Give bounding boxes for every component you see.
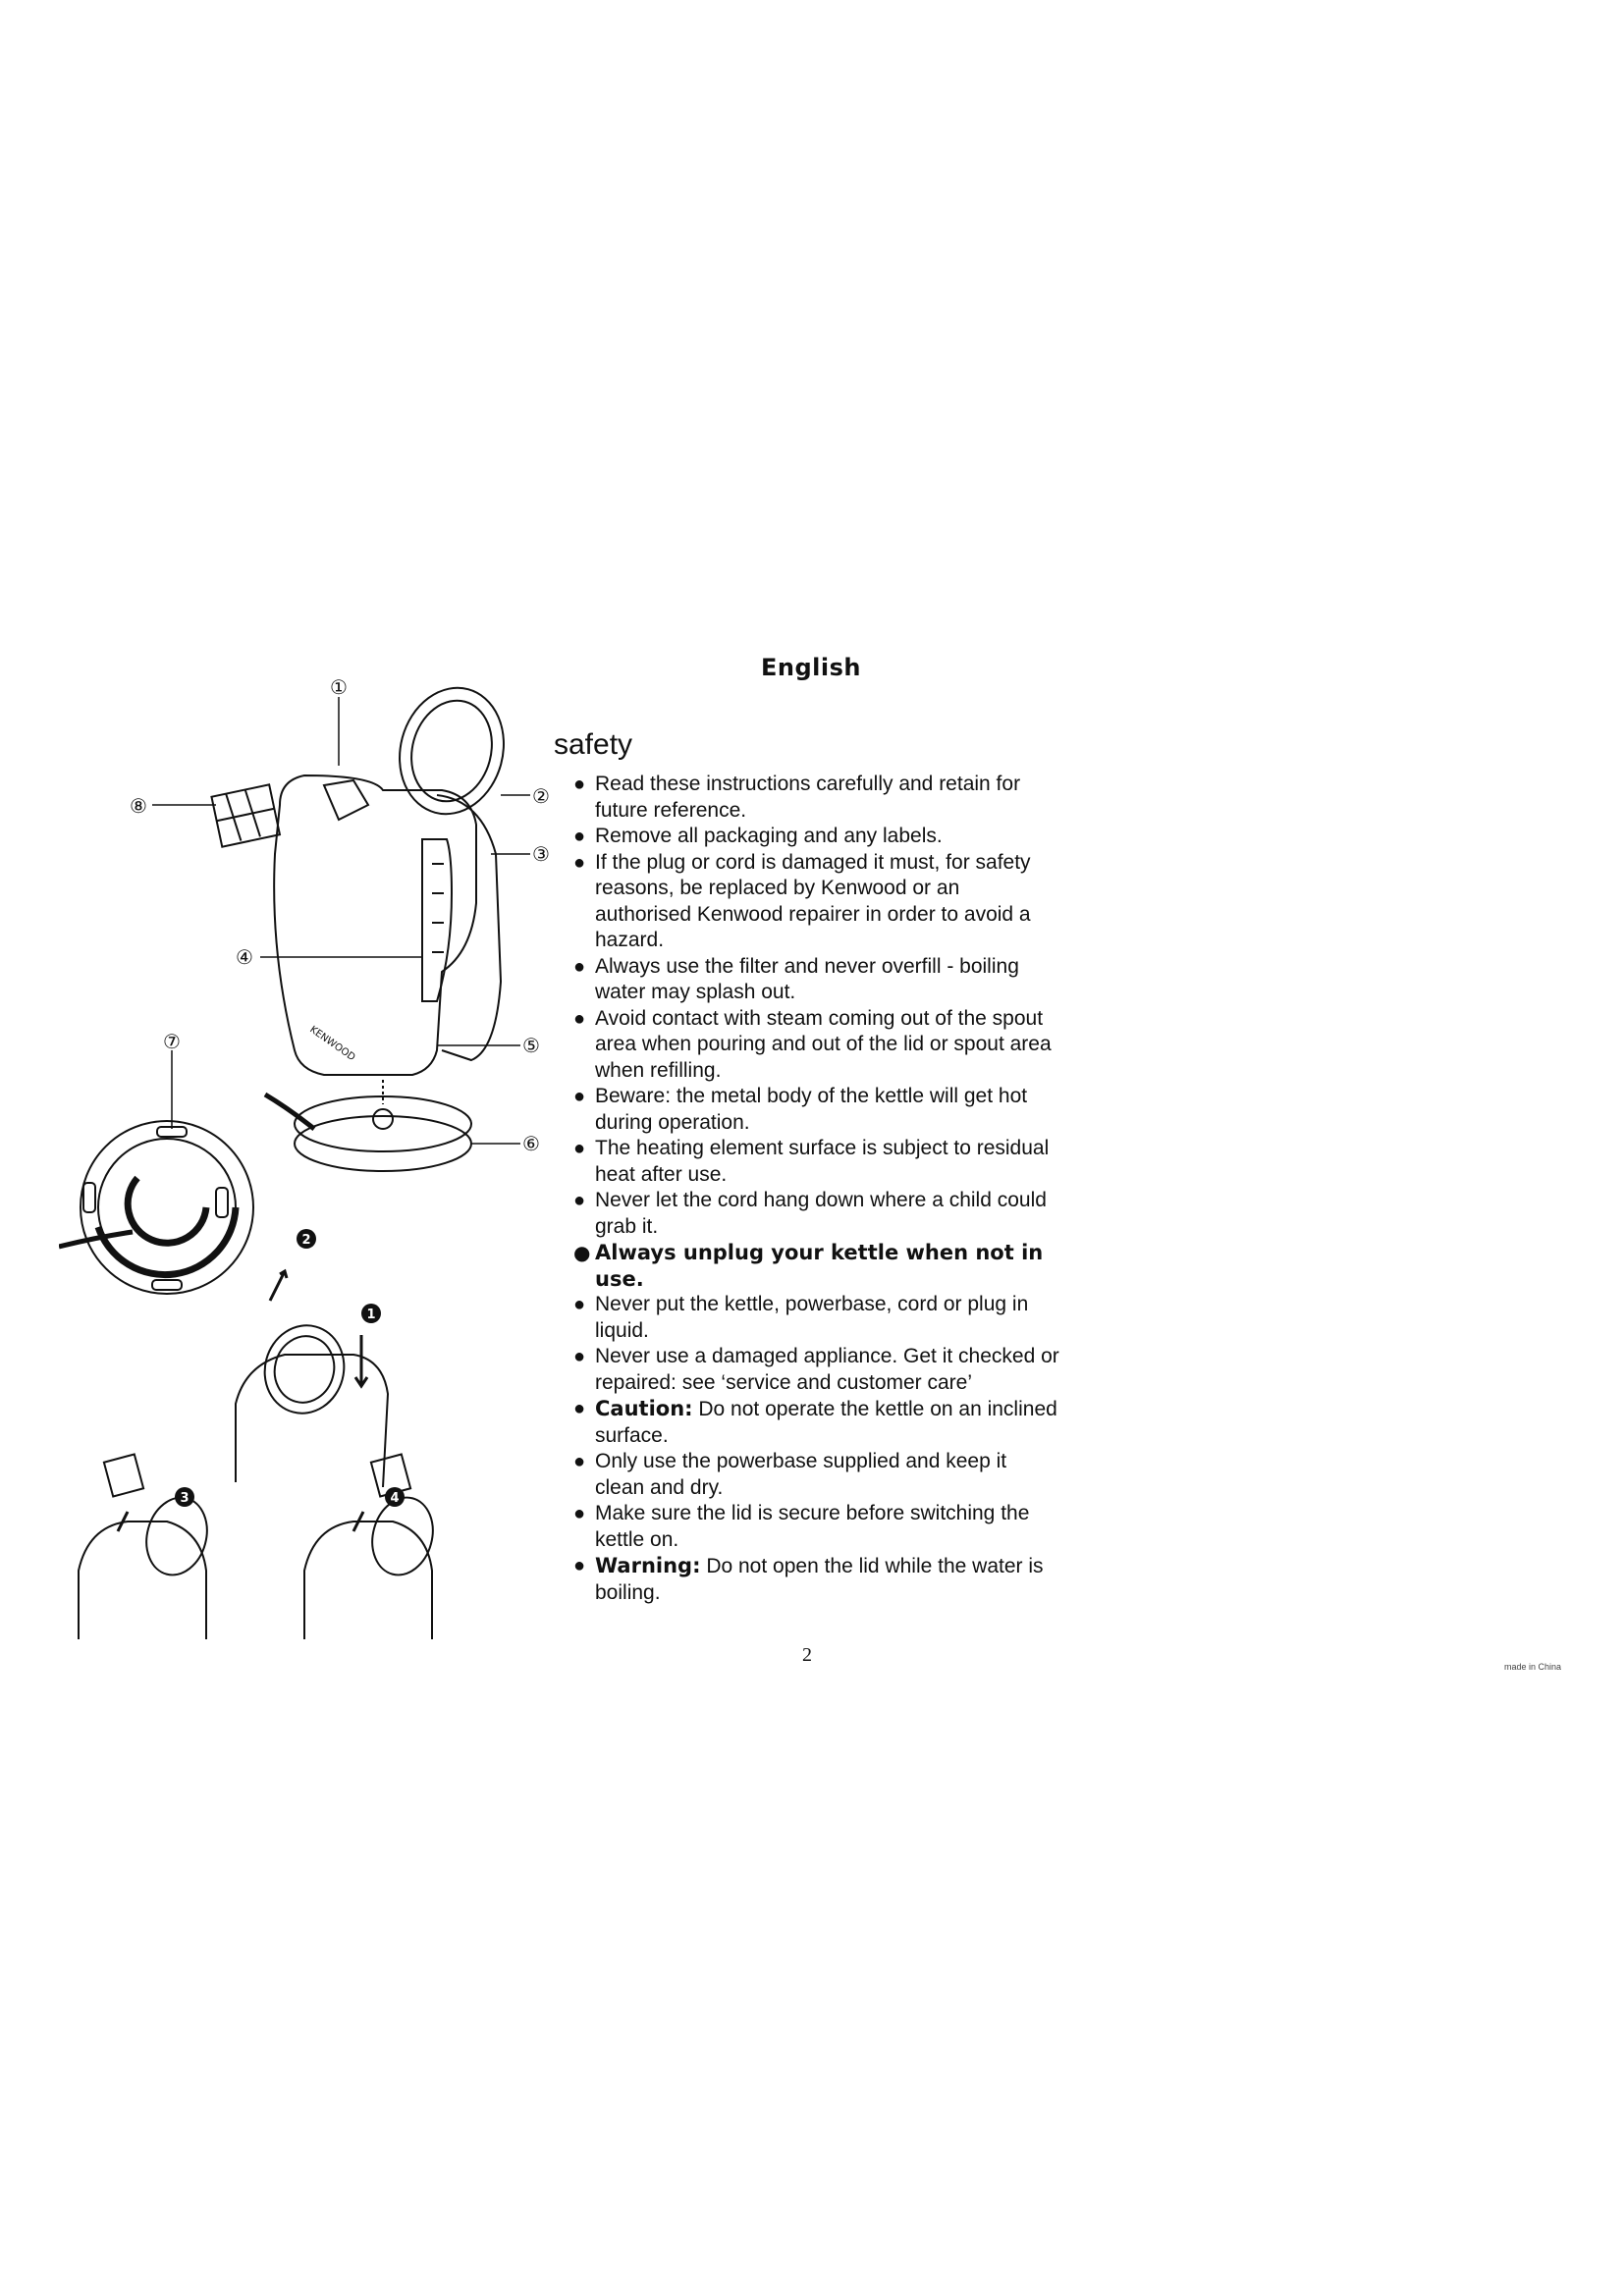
bullet-icon: ● bbox=[573, 1503, 586, 1524]
safety-item bbox=[550, 1292, 1060, 1344]
step-1-label: 1 bbox=[366, 1308, 376, 1322]
callout-3: ③ bbox=[532, 842, 550, 866]
item-text: Beware: the metal body of the kettle will get hot during operation. bbox=[595, 1085, 1028, 1134]
bullet-icon: ● bbox=[573, 1007, 586, 1030]
safety-item bbox=[550, 772, 1060, 824]
safety-item bbox=[550, 954, 1060, 1006]
bullet-icon: ● bbox=[573, 1086, 586, 1107]
kettle-main-drawing bbox=[211, 676, 517, 1171]
item-text: Do not open the lid while the water is boiling. bbox=[595, 1555, 1044, 1604]
bullet-icon: ● bbox=[573, 1346, 586, 1367]
safety-item bbox=[550, 1240, 1060, 1292]
item-text: Read these instructions carefully and retain for future reference. bbox=[595, 773, 1021, 822]
made-in-label: made in China bbox=[1504, 1662, 1562, 1672]
item-text: Always unplug your kettle when not in use. bbox=[595, 1241, 1044, 1291]
item-text: Avoid contact with steam coming out of the spout area when pouring and out of the lid or spout area when refilling. bbox=[595, 1006, 1052, 1082]
safety-item bbox=[550, 1188, 1060, 1240]
language-heading: English bbox=[761, 654, 861, 681]
kettle-illustration bbox=[59, 658, 550, 1659]
step-lid-drawing bbox=[236, 1271, 388, 1487]
item-lead: Caution: bbox=[595, 1397, 693, 1420]
bullet-icon: ● bbox=[573, 1241, 591, 1264]
safety-item bbox=[550, 1449, 1060, 1501]
item-text: The heating element surface is subject to residual heat after use. bbox=[595, 1137, 1050, 1186]
step-2-label: 2 bbox=[301, 1233, 311, 1248]
item-text: Make sure the lid is secure before switching the kettle on. bbox=[595, 1502, 1030, 1551]
step-badges bbox=[175, 1229, 405, 1507]
item-text: Never put the kettle, powerbase, cord or plug in liquid. bbox=[595, 1293, 1029, 1342]
callout-4: ④ bbox=[236, 945, 253, 969]
callout-8: ⑧ bbox=[130, 794, 147, 818]
safety-item bbox=[550, 1136, 1060, 1188]
step-3-label: 3 bbox=[180, 1491, 189, 1506]
safety-item bbox=[550, 1006, 1060, 1085]
bullet-icon: ● bbox=[573, 1555, 586, 1576]
bullet-icon: ● bbox=[573, 774, 586, 795]
brand-mark: KENWOOD bbox=[307, 1024, 357, 1064]
item-text: If the plug or cord is damaged it must, for safety reasons, be replaced by Kenwood or an authorised Kenwood repairer in order to avoid a hazard. bbox=[595, 850, 1031, 951]
safety-item bbox=[550, 1344, 1060, 1396]
safety-item bbox=[550, 850, 1060, 954]
powerbase-underside-drawing bbox=[59, 1121, 253, 1294]
safety-item bbox=[550, 1396, 1060, 1449]
safety-list bbox=[550, 772, 1060, 1606]
bullet-icon: ● bbox=[573, 1451, 586, 1472]
callout-2: ② bbox=[532, 784, 550, 808]
bullet-icon: ● bbox=[573, 826, 586, 847]
safety-item bbox=[550, 1084, 1060, 1136]
step-filter-drawings bbox=[79, 1454, 441, 1639]
item-text: Never let the cord hang down where a child could grab it. bbox=[595, 1189, 1047, 1238]
page-number: 2 bbox=[802, 1644, 812, 1666]
bullet-icon: ● bbox=[573, 1398, 586, 1419]
section-title: safety bbox=[554, 728, 633, 761]
bullet-icon: ● bbox=[573, 955, 586, 978]
item-text: Never use a damaged appliance. Get it checked or repaired: see ‘service and customer care’ bbox=[595, 1345, 1059, 1394]
step-4-label: 4 bbox=[390, 1491, 400, 1506]
bullet-icon: ● bbox=[573, 851, 586, 874]
bullet-icon: ● bbox=[573, 1138, 586, 1159]
bullet-icon: ● bbox=[573, 1294, 586, 1315]
safety-item bbox=[550, 1501, 1060, 1553]
safety-item bbox=[550, 1553, 1060, 1606]
callout-5: ⑤ bbox=[522, 1034, 540, 1057]
item-text: Do not operate the kettle on an inclined surface. bbox=[595, 1398, 1057, 1447]
callout-1: ① bbox=[330, 675, 348, 699]
callout-6: ⑥ bbox=[522, 1132, 540, 1155]
callout-7: ⑦ bbox=[163, 1030, 181, 1053]
item-text: Always use the filter and never overfill - boiling water may splash out. bbox=[595, 954, 1019, 1003]
item-text: Only use the powerbase supplied and keep it clean and dry. bbox=[595, 1450, 1007, 1499]
bullet-icon: ● bbox=[573, 1190, 586, 1211]
item-lead: Warning: bbox=[595, 1554, 701, 1577]
safety-item bbox=[550, 824, 1060, 850]
item-text: Remove all packaging and any labels. bbox=[595, 825, 943, 847]
